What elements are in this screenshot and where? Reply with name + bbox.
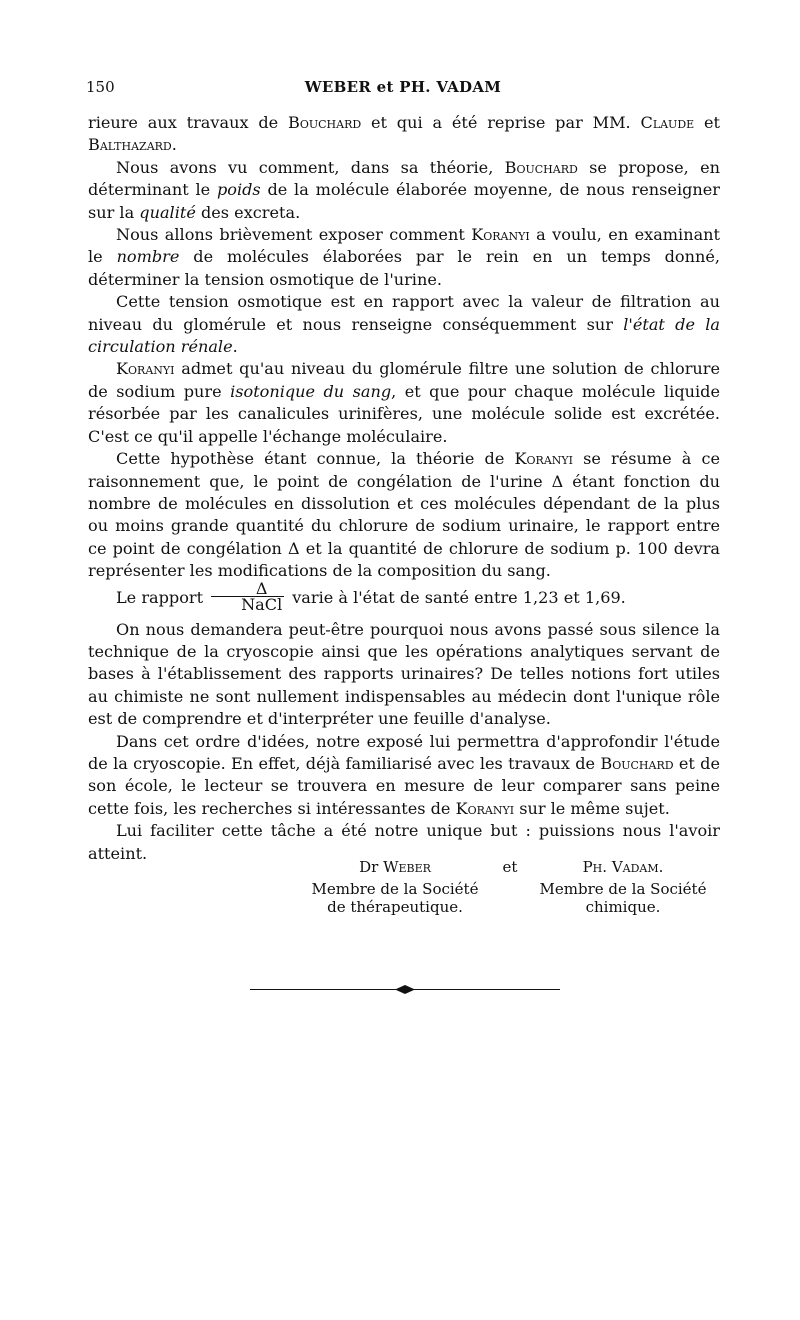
author-name: Claude xyxy=(640,113,695,132)
paragraph-4: Cette tension osmotique est en rapport avec la valeur de filtration au niveau du glomérule et nous renseigne conséquemment sur l'état de la circulation rénale. xyxy=(88,292,720,357)
author-name: Koranyi xyxy=(514,449,573,469)
author-name: Koranyi xyxy=(116,359,175,379)
signature-block xyxy=(300,858,720,928)
author-name: Bouchard xyxy=(288,113,362,132)
signature-title: Dr xyxy=(359,858,379,876)
signature-conjunction: et xyxy=(502,858,518,876)
signature-affiliation-1: Membre de la Société xyxy=(539,880,707,898)
fraction-denominator: NaCl xyxy=(211,596,284,612)
running-title: WEBER et PH. VADAM xyxy=(304,78,502,96)
signature-weber xyxy=(300,858,490,916)
signature-name: Weber xyxy=(383,858,431,876)
paragraph-8: Dans cet ordre d'idées, notre exposé lui permettra d'approfondir l'étude de la cryoscopie. En effet, déjà familiarisé avec les travaux de Bouchard et de son école, le lecteur se trouvera en mesure de leur comparer sans peine cette fois, les recherches si intéressantes de Koranyi sur le même sujet. xyxy=(88,731,720,818)
paragraph-1: rieure aux travaux de Bouchard et qui a été reprise par MM. Claude et Balthazard. xyxy=(88,113,721,155)
page-header xyxy=(86,78,720,104)
paragraph-7: On nous demandera peut-être pourquoi nous avons passé sous silence la technique de la cryoscopie ainsi que les opérations analytiques servant de bases à l'établissement des rapports urinaires? De telles notions fort utiles au chimiste ne sont nullement indispensables au médecin dont l'unique rôle est de comprendre et d'interpréter une feuille d'analyse. xyxy=(88,619,720,729)
rule-with-lozenge-icon xyxy=(250,986,560,994)
author-name: Bouchard xyxy=(504,157,578,177)
emphasis: isotonique du sang xyxy=(230,381,392,401)
author-name: Balthazard xyxy=(88,135,172,155)
fraction-numerator: Δ xyxy=(255,578,268,598)
signature-name: Ph. Vadam. xyxy=(582,858,664,876)
ratio-formula: Le rapport $\frac{\Delta}{\text{NaCl}}$ varie à l'état de santé entre 1,23 et 1,69. xyxy=(116,578,626,614)
paragraph-2: Nous avons vu comment, dans sa théorie, Bouchard se propose, en déterminant le poids de la molécule élaborée moyenne, de nous renseigner sur la qualité des excreta. xyxy=(88,157,720,222)
paragraph-6: Cette hypothèse étant connue, la théorie de Koranyi se résume à ce raisonnement que, le point de congélation de l'urine Δ étant fonction du nombre de molécules en dissolution et ces molécules dépendant de la plus ou moins grande quantité du chlorure de sodium urinaire, le rapport entre ce point de congélation Δ et la quantité de chlorure de sodium p. 100 devra représenter les modifications de la composition du sang. xyxy=(88,449,720,581)
author-name: Koranyi xyxy=(471,225,530,245)
emphasis: qualité xyxy=(139,202,196,222)
paragraph-5: Koranyi admet qu'au niveau du glomérule filtre une solution de chlorure de sodium pure isotonique du sang, et que pour chaque molécule liquide résorbée par les canalicules urinifères, une molécule solide est excrétée. C'est ce qu'il appelle l'échange moléculaire. xyxy=(88,359,720,446)
emphasis: l'état de la circulation rénale xyxy=(88,314,720,357)
paragraph-3: Nous allons brièvement exposer comment Koranyi a voulu, en examinant le nombre de molécules élaborées par le rein en un temps donné, déterminer la tension osmotique de l'urine. xyxy=(88,225,720,289)
fraction xyxy=(211,578,284,614)
signature-vadam xyxy=(528,858,718,916)
author-name: Bouchard xyxy=(600,753,674,773)
emphasis: poids xyxy=(216,180,261,200)
paragraph-9: Lui faciliter cette tâche a été notre unique but : puissions nous l'avoir atteint. xyxy=(88,821,720,863)
lozenge-icon xyxy=(395,985,415,994)
author-name: Koranyi xyxy=(455,798,515,818)
signature-affiliation-1: Membre de la Société xyxy=(311,880,479,898)
page-number: 150 xyxy=(86,78,115,96)
signature-affiliation-2: chimique. xyxy=(585,898,661,916)
signature-affiliation-2: de thérapeutique. xyxy=(327,898,463,916)
emphasis: nombre xyxy=(116,247,180,267)
body-text xyxy=(88,112,720,865)
